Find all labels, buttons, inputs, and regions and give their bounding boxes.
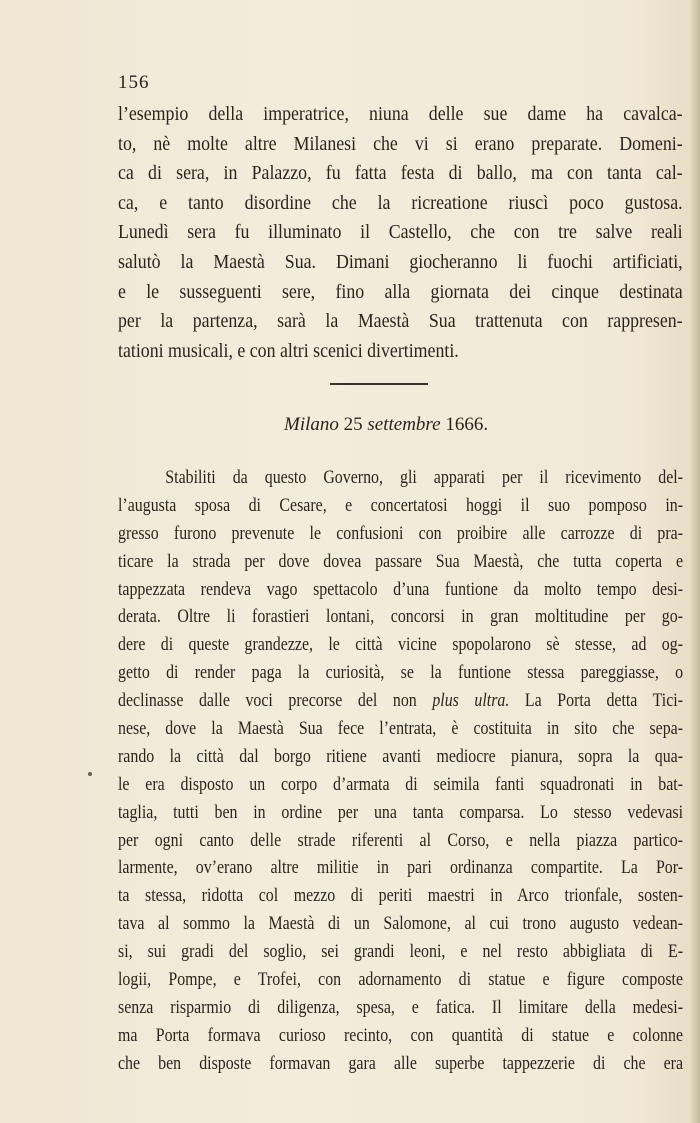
dateline-year: 1666.	[445, 414, 489, 435]
text-line: ca, e tanto disordine che la ricreatione riuscì poco gustosa.	[118, 191, 683, 214]
text-line-mixed	[118, 688, 683, 716]
text-line: dere di queste grandezze, le città vicine spopolarono sè stesse, ad og-	[118, 635, 684, 656]
text-line: tappezzata rendeva vago spettacolo d’una funtione da molto tempo desi-	[118, 579, 684, 600]
paragraph-continued	[118, 100, 683, 366]
text-line: logii, Pompe, e Trofei, con adornamento di statue e figure composte	[118, 970, 684, 991]
text-line: larmente, ov’erano altre militie in pari ordinanza compartite. La Por-	[118, 858, 684, 879]
italic-phrase: plus ultra.	[432, 691, 510, 712]
text-line: e le susseguenti sere, fino alla giornata dei cinque destinata	[118, 280, 683, 303]
text-line: senza risparmio di diligenza, spesa, e fatica. Il limitare della medesi-	[118, 997, 684, 1018]
text-line: ma Porta formava curioso recinto, con quantità di statue e colonne	[118, 1025, 684, 1046]
text-line: taglia, tutti ben in ordine per una tanta comparsa. Lo stesso vedevasi	[118, 802, 684, 823]
paragraph-main	[118, 465, 683, 1079]
text-line: che ben disposte formavan gara alle superbe tappezzerie di che era	[118, 1053, 684, 1074]
text-line: tationi musicali, e con altri scenici divertimenti.	[118, 339, 459, 362]
page-edge-shadow	[690, 0, 700, 1123]
text-line: rando la città dal borgo ritiene avanti mediocre pianura, sopra la qua-	[118, 746, 684, 767]
text-line: nese, dove la Maestà Sua fece l’entrata, è costituita in sito che sepa-	[118, 719, 684, 740]
text-line: si, sui gradi del soglio, sei grandi leoni, e nel resto abbigliata di E-	[118, 942, 684, 963]
text-line: Stabiliti da questo Governo, gli apparati per il ricevimento del-	[165, 468, 684, 488]
text-line: getto di render paga la curiosità, se la funtione stessa pareggiasse, o	[118, 663, 684, 684]
text-line: derata. Oltre li forastieri lontani, concorsi in gran moltitudine per go-	[118, 607, 684, 628]
text-line: ca di sera, in Palazzo, fu fatta festa di ballo, ma con tanta cal-	[118, 162, 683, 185]
section-divider	[330, 383, 428, 385]
text-line: l’esempio della imperatrice, niuna delle sue dame ha cavalca-	[118, 103, 683, 125]
text-line: per la partenza, sarà la Maestà Sua trattenuta con rappresen-	[118, 310, 683, 333]
text-line: gresso furono prevenute le confusioni con proibire alle carrozze di pra-	[118, 523, 684, 544]
dateline-place: Milano	[284, 414, 339, 435]
text-line: tava al sommo la Maestà di un Salomone, al cui trono augusto vedean-	[118, 914, 684, 935]
dateline-month: settembre	[367, 414, 441, 435]
text-line: per ogni canto delle strade riferenti al Corso, e nella piazza partico-	[118, 830, 684, 851]
page-number: 156	[118, 72, 150, 93]
text-line: l’augusta sposa di Cesare, e concertatosi hoggi il suo pomposo in-	[118, 495, 684, 516]
text-line: Lunedì sera fu illuminato il Castello, che con tre salve reali	[118, 221, 683, 244]
dateline	[284, 414, 488, 436]
text-segment: La Porta detta Tici-	[509, 691, 684, 712]
text-line: ta stessa, ridotta col mezzo di periti maestri in Arco trionfale, sosten-	[118, 886, 684, 907]
print-speck	[88, 772, 92, 776]
text-line: to, nè molte altre Milanesi che vi si erano preparate. Domeni-	[118, 132, 683, 155]
text-line: le era disposto un corpo d’armata di seimila fanti squadronati in bat-	[118, 774, 684, 795]
text-line: salutò la Maestà Sua. Dimani giocheranno li fuochi artificiati,	[118, 250, 683, 273]
dateline-day: 25	[343, 414, 363, 435]
text-line: ticare la strada per dove dovea passare Sua Maestà, che tutta coperta e	[118, 551, 684, 572]
text-segment: declinasse dalle voci precorse del non	[118, 691, 433, 712]
